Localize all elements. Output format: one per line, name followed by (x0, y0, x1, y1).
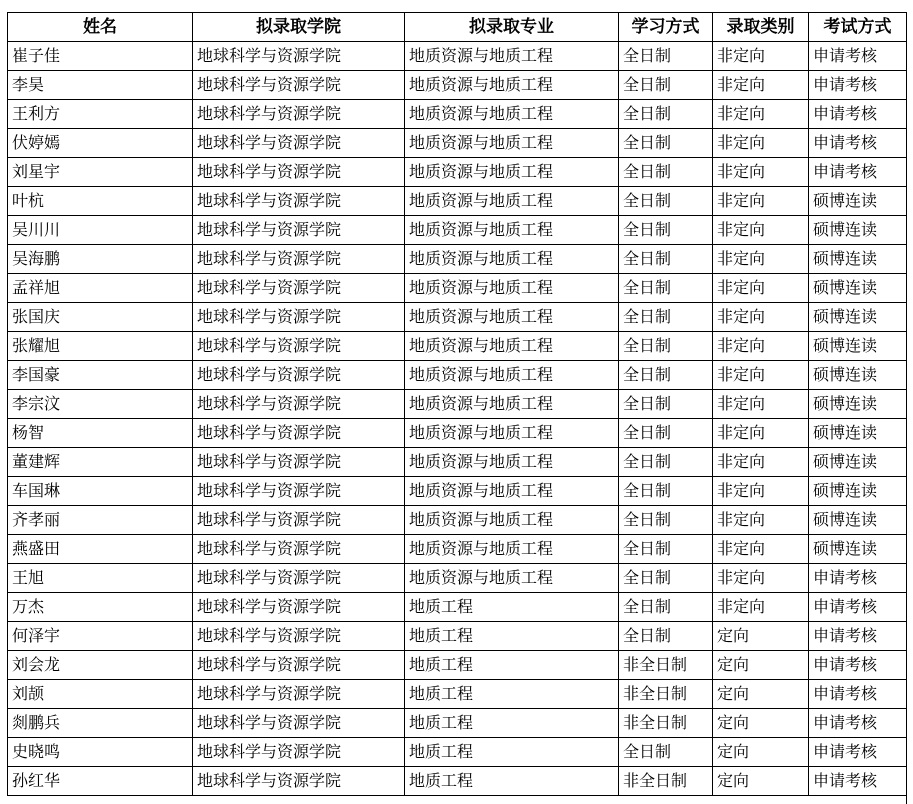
cell-major: 地质资源与地质工程 (405, 390, 619, 419)
cell-name: 王利方 (8, 100, 193, 129)
table-row (8, 593, 907, 622)
cell-admission-type: 非定向 (713, 216, 809, 245)
cell-major: 地质资源与地质工程 (405, 303, 619, 332)
header-major: 拟录取专业 (405, 13, 619, 42)
cell-college: 地球科学与资源学院 (193, 390, 405, 419)
cell-admission-type: 非定向 (713, 129, 809, 158)
cell-exam-method: 申请考核 (809, 100, 907, 129)
cell-study-mode: 全日制 (619, 245, 713, 274)
cell-major: 地质资源与地质工程 (405, 564, 619, 593)
cell-major: 地质资源与地质工程 (405, 216, 619, 245)
cell-exam-method: 硕博连读 (809, 303, 907, 332)
cell-name: 何泽宇 (8, 622, 193, 651)
table-row (8, 738, 907, 767)
cell-major: 地质资源与地质工程 (405, 187, 619, 216)
table-row (8, 535, 907, 564)
cell-exam-method: 硕博连读 (809, 245, 907, 274)
table-row (8, 129, 907, 158)
cell-college: 地球科学与资源学院 (193, 332, 405, 361)
cell-exam-method: 硕博连读 (809, 477, 907, 506)
cell-exam-method: 硕博连读 (809, 332, 907, 361)
cell-name: 伏婷嫣 (8, 129, 193, 158)
cell-study-mode: 非全日制 (619, 767, 713, 796)
cell-major: 地质资源与地质工程 (405, 100, 619, 129)
cell-study-mode: 非全日制 (619, 651, 713, 680)
cell-exam-method: 申请考核 (809, 709, 907, 738)
cell-major: 地质工程 (405, 680, 619, 709)
cell-name: 刘星宇 (8, 158, 193, 187)
cell-admission-type: 非定向 (713, 303, 809, 332)
cell-exam-method: 申请考核 (809, 42, 907, 71)
cell-exam-method: 硕博连读 (809, 216, 907, 245)
cell-name: 董建辉 (8, 448, 193, 477)
cell-college: 地球科学与资源学院 (193, 187, 405, 216)
cell-study-mode: 全日制 (619, 477, 713, 506)
table-row (8, 245, 907, 274)
header-college: 拟录取学院 (193, 13, 405, 42)
table-row (8, 564, 907, 593)
cell-college: 地球科学与资源学院 (193, 274, 405, 303)
cell-college: 地球科学与资源学院 (193, 129, 405, 158)
table-row (8, 71, 907, 100)
cell-exam-method: 硕博连读 (809, 361, 907, 390)
cell-name: 张耀旭 (8, 332, 193, 361)
cell-name: 万杰 (8, 593, 193, 622)
cell-admission-type: 非定向 (713, 477, 809, 506)
cell-study-mode: 全日制 (619, 303, 713, 332)
cell-admission-type: 非定向 (713, 361, 809, 390)
header-row (8, 13, 907, 42)
cell-exam-method: 硕博连读 (809, 506, 907, 535)
cell-name: 李宗汶 (8, 390, 193, 419)
cell-study-mode: 全日制 (619, 361, 713, 390)
cell-study-mode: 全日制 (619, 71, 713, 100)
cell-admission-type: 定向 (713, 709, 809, 738)
cell-exam-method: 申请考核 (809, 593, 907, 622)
cell-exam-method: 申请考核 (809, 738, 907, 767)
cell-name: 王旭 (8, 564, 193, 593)
cell-college: 地球科学与资源学院 (193, 506, 405, 535)
cell-major: 地质工程 (405, 593, 619, 622)
cell-name: 史晓鸣 (8, 738, 193, 767)
cell-college: 地球科学与资源学院 (193, 680, 405, 709)
cell-admission-type: 非定向 (713, 158, 809, 187)
cell-admission-type: 非定向 (713, 419, 809, 448)
cell-college: 地球科学与资源学院 (193, 651, 405, 680)
cell-admission-type: 非定向 (713, 42, 809, 71)
cell-major: 地质资源与地质工程 (405, 129, 619, 158)
cell-college: 地球科学与资源学院 (193, 738, 405, 767)
header-name: 姓名 (8, 13, 193, 42)
table-row (8, 361, 907, 390)
cell-college: 地球科学与资源学院 (193, 303, 405, 332)
table-row (8, 709, 907, 738)
cell-college: 地球科学与资源学院 (193, 158, 405, 187)
cell-exam-method: 硕博连读 (809, 419, 907, 448)
cell-study-mode: 全日制 (619, 187, 713, 216)
cell-admission-type: 定向 (713, 680, 809, 709)
cell-major: 地质资源与地质工程 (405, 245, 619, 274)
cell-name: 剡鹏兵 (8, 709, 193, 738)
cell-exam-method: 硕博连读 (809, 187, 907, 216)
cell-name: 崔子佳 (8, 42, 193, 71)
table-row (8, 622, 907, 651)
table-row (8, 767, 907, 796)
table-row (8, 216, 907, 245)
table-row (8, 477, 907, 506)
cell-major: 地质资源与地质工程 (405, 448, 619, 477)
cell-exam-method: 申请考核 (809, 622, 907, 651)
cell-admission-type: 定向 (713, 738, 809, 767)
cell-college: 地球科学与资源学院 (193, 71, 405, 100)
cell-major: 地质资源与地质工程 (405, 71, 619, 100)
cell-major: 地质资源与地质工程 (405, 361, 619, 390)
cell-admission-type: 非定向 (713, 274, 809, 303)
cell-study-mode: 非全日制 (619, 709, 713, 738)
cell-study-mode: 全日制 (619, 274, 713, 303)
cell-major: 地质资源与地质工程 (405, 477, 619, 506)
cell-admission-type: 定向 (713, 622, 809, 651)
cell-exam-method: 硕博连读 (809, 390, 907, 419)
cell-name: 吴川川 (8, 216, 193, 245)
cell-major: 地质工程 (405, 767, 619, 796)
table-row (8, 187, 907, 216)
table-row (8, 332, 907, 361)
cell-college: 地球科学与资源学院 (193, 245, 405, 274)
table-row (8, 42, 907, 71)
cell-admission-type: 非定向 (713, 187, 809, 216)
cell-college: 地球科学与资源学院 (193, 361, 405, 390)
table-row (8, 651, 907, 680)
cell-college: 地球科学与资源学院 (193, 42, 405, 71)
cell-study-mode: 全日制 (619, 158, 713, 187)
cell-exam-method: 申请考核 (809, 651, 907, 680)
cell-admission-type: 非定向 (713, 245, 809, 274)
cell-admission-type: 非定向 (713, 71, 809, 100)
cell-exam-method: 硕博连读 (809, 274, 907, 303)
cell-study-mode: 全日制 (619, 129, 713, 158)
cell-study-mode: 全日制 (619, 535, 713, 564)
cell-study-mode: 全日制 (619, 390, 713, 419)
cell-major: 地质工程 (405, 738, 619, 767)
cell-college: 地球科学与资源学院 (193, 216, 405, 245)
cell-study-mode: 全日制 (619, 593, 713, 622)
header-admission-type: 录取类别 (713, 13, 809, 42)
cell-name: 刘颉 (8, 680, 193, 709)
cell-major: 地质资源与地质工程 (405, 274, 619, 303)
cell-exam-method: 硕博连读 (809, 535, 907, 564)
cell-major: 地质资源与地质工程 (405, 158, 619, 187)
next-column-border (906, 12, 913, 804)
cell-admission-type: 非定向 (713, 100, 809, 129)
cell-name: 李昊 (8, 71, 193, 100)
cell-admission-type: 非定向 (713, 390, 809, 419)
cell-study-mode: 全日制 (619, 564, 713, 593)
cell-college: 地球科学与资源学院 (193, 622, 405, 651)
cell-admission-type: 非定向 (713, 564, 809, 593)
cell-college: 地球科学与资源学院 (193, 564, 405, 593)
cell-college: 地球科学与资源学院 (193, 593, 405, 622)
cell-admission-type: 非定向 (713, 332, 809, 361)
header-exam-method: 考试方式 (809, 13, 907, 42)
admission-table (7, 12, 907, 796)
header-study-mode: 学习方式 (619, 13, 713, 42)
cell-study-mode: 非全日制 (619, 680, 713, 709)
cell-name: 孙红华 (8, 767, 193, 796)
cell-study-mode: 全日制 (619, 622, 713, 651)
cell-exam-method: 硕博连读 (809, 448, 907, 477)
table-row (8, 448, 907, 477)
table-row (8, 303, 907, 332)
cell-name: 杨智 (8, 419, 193, 448)
table-row (8, 419, 907, 448)
cell-college: 地球科学与资源学院 (193, 535, 405, 564)
cell-name: 刘会龙 (8, 651, 193, 680)
cell-name: 齐孝丽 (8, 506, 193, 535)
table-row (8, 390, 907, 419)
table-row (8, 506, 907, 535)
cell-admission-type: 非定向 (713, 448, 809, 477)
cell-college: 地球科学与资源学院 (193, 448, 405, 477)
cell-exam-method: 申请考核 (809, 129, 907, 158)
cell-study-mode: 全日制 (619, 506, 713, 535)
cell-exam-method: 申请考核 (809, 680, 907, 709)
cell-name: 吴海鹏 (8, 245, 193, 274)
cell-name: 叶杭 (8, 187, 193, 216)
cell-exam-method: 申请考核 (809, 767, 907, 796)
cell-major: 地质工程 (405, 622, 619, 651)
cell-study-mode: 全日制 (619, 216, 713, 245)
cell-study-mode: 全日制 (619, 42, 713, 71)
table-row (8, 158, 907, 187)
cell-study-mode: 全日制 (619, 332, 713, 361)
cell-major: 地质工程 (405, 651, 619, 680)
cell-major: 地质资源与地质工程 (405, 42, 619, 71)
cell-name: 李国豪 (8, 361, 193, 390)
cell-name: 车国琳 (8, 477, 193, 506)
cell-study-mode: 全日制 (619, 419, 713, 448)
cell-major: 地质资源与地质工程 (405, 419, 619, 448)
cell-study-mode: 全日制 (619, 738, 713, 767)
cell-college: 地球科学与资源学院 (193, 100, 405, 129)
cell-college: 地球科学与资源学院 (193, 419, 405, 448)
cell-admission-type: 非定向 (713, 535, 809, 564)
cell-major: 地质资源与地质工程 (405, 506, 619, 535)
cell-exam-method: 申请考核 (809, 71, 907, 100)
cell-major: 地质资源与地质工程 (405, 332, 619, 361)
cell-college: 地球科学与资源学院 (193, 709, 405, 738)
cell-study-mode: 全日制 (619, 448, 713, 477)
cell-admission-type: 非定向 (713, 593, 809, 622)
cell-exam-method: 申请考核 (809, 158, 907, 187)
cell-admission-type: 定向 (713, 767, 809, 796)
cell-admission-type: 定向 (713, 651, 809, 680)
table-row (8, 680, 907, 709)
cell-major: 地质工程 (405, 709, 619, 738)
table-row (8, 274, 907, 303)
cell-name: 燕盛田 (8, 535, 193, 564)
cell-admission-type: 非定向 (713, 506, 809, 535)
table-row (8, 100, 907, 129)
cell-name: 孟祥旭 (8, 274, 193, 303)
cell-college: 地球科学与资源学院 (193, 767, 405, 796)
cell-study-mode: 全日制 (619, 100, 713, 129)
cell-major: 地质资源与地质工程 (405, 535, 619, 564)
cell-exam-method: 申请考核 (809, 564, 907, 593)
cell-college: 地球科学与资源学院 (193, 477, 405, 506)
cell-name: 张国庆 (8, 303, 193, 332)
